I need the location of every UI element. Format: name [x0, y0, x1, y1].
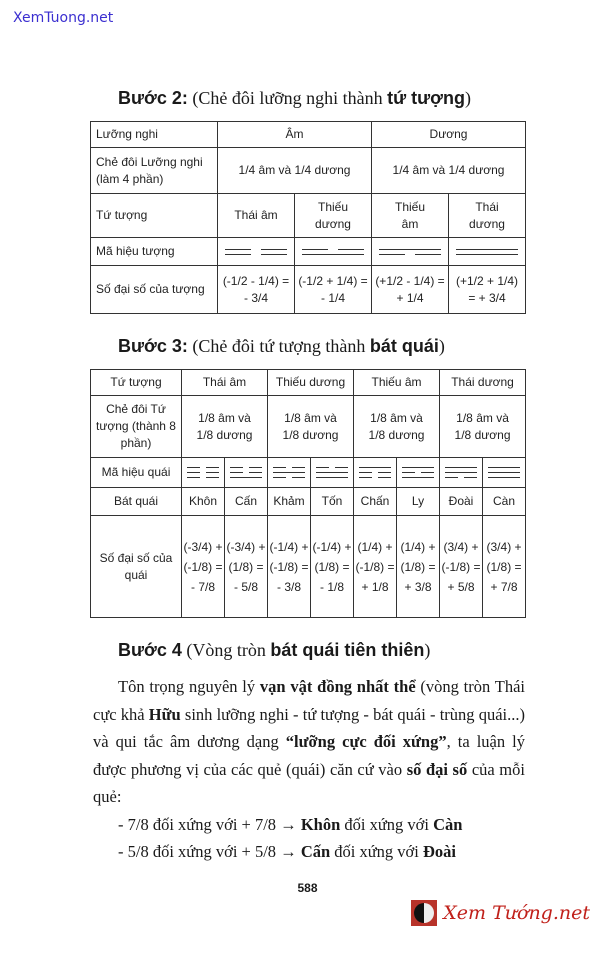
trigram-symbol-icon	[316, 463, 348, 482]
text-run: của mỗi quẻ:	[93, 759, 525, 806]
trigram-symbol-icon	[456, 245, 518, 259]
table-cell: (+1/2 - 1/4) = + 1/4	[372, 266, 449, 314]
table-cell: Thái âm	[182, 370, 268, 396]
table-row	[91, 266, 526, 314]
table-row	[91, 396, 526, 458]
trigram-name: Càn	[483, 488, 526, 516]
trigram-name: Đoài	[440, 488, 483, 516]
step4-heading	[118, 638, 525, 662]
text-run: Càn	[433, 814, 463, 834]
symbol-cell	[440, 458, 483, 488]
trigram-name: Chấn	[354, 488, 397, 516]
table-cell: 1/8 âm và 1/8 dương	[440, 396, 526, 458]
text-run: Khôn	[300, 814, 341, 834]
page-number: 588	[297, 880, 318, 895]
symbol-cell	[449, 238, 526, 266]
heading-text: )	[424, 640, 431, 660]
text-run: Đoài	[423, 842, 456, 861]
table-row	[91, 458, 526, 488]
table-cell: (1/4) + (1/8) = + 3/8	[397, 516, 440, 618]
body-text	[93, 673, 525, 866]
table-cell: (-1/4) + (1/8) = - 1/8	[311, 516, 354, 618]
text-run: Tôn trọng nguyên lý	[118, 677, 260, 696]
table-row	[91, 488, 526, 516]
trigram-symbol-icon	[230, 463, 262, 482]
step2-label: Bước 2:	[118, 88, 188, 108]
table-cell: (3/4) + (-1/8) = + 5/8	[440, 516, 483, 618]
table-cell: Thiếu âm	[372, 194, 449, 238]
symbol-cell	[354, 458, 397, 488]
row-header: Số đại số của quái	[91, 516, 182, 618]
table-row	[91, 238, 526, 266]
table-cell: Dương	[372, 122, 526, 148]
text-run: sinh lưỡng nghi - tứ tượng - bát quái - trùng quái...) và qui tắc âm dương dạng	[93, 704, 525, 751]
heading-bold: tứ tượng	[387, 88, 465, 108]
trigram-symbol-icon	[402, 463, 434, 482]
trigram-symbol-icon	[273, 463, 305, 482]
site-logo[interactable]	[90, 900, 590, 926]
heading-bold: bát quái	[369, 336, 439, 356]
trigram-symbol-icon	[302, 245, 364, 259]
table-cell: (-1/4) + (-1/8) = - 3/8	[268, 516, 311, 618]
text-run: , ta luận lý được phương vị của các quẻ (quái) căn cứ vào	[93, 732, 525, 779]
row-header: Tứ tượng	[91, 370, 182, 396]
symbol-cell	[311, 458, 354, 488]
row-header: Số đại số của tượng	[91, 266, 218, 314]
heading-text: (Vòng tròn	[181, 640, 271, 660]
trigram-symbol-icon	[225, 245, 287, 259]
row-header: Chẻ đôi Lưỡng nghi (làm 4 phần)	[91, 148, 218, 194]
table-cell: (-3/4) + (1/8) = - 5/8	[225, 516, 268, 618]
bat-quai-table	[90, 369, 526, 618]
symbol-cell	[295, 238, 372, 266]
table-row	[91, 370, 526, 396]
trigram-name: Ly	[397, 488, 440, 516]
row-header: Lưỡng nghi	[91, 122, 218, 148]
text-run: Hữu	[148, 704, 181, 724]
trigram-symbol-icon	[187, 463, 219, 482]
table-cell: 1/4 âm và 1/4 dương	[372, 148, 526, 194]
paragraph	[93, 673, 525, 811]
trigram-name: Khảm	[268, 488, 311, 516]
table-cell: Thái âm	[218, 194, 295, 238]
trigram-symbol-icon	[488, 463, 520, 482]
row-header: Mã hiệu quái	[91, 458, 182, 488]
symbol-cell	[225, 458, 268, 488]
row-header: Mã hiệu tượng	[91, 238, 218, 266]
row-header: Bát quái	[91, 488, 182, 516]
symbol-cell	[182, 458, 225, 488]
heading-text: )	[438, 336, 445, 356]
symbol-cell	[218, 238, 295, 266]
table-cell: Thiếu dương	[295, 194, 372, 238]
trigram-symbol-icon	[379, 245, 441, 259]
table-cell: (-3/4) + (-1/8) = - 7/8	[182, 516, 225, 618]
text-run: Cấn	[300, 842, 331, 861]
table-cell: (3/4) + (1/8) = + 7/8	[483, 516, 526, 618]
table-cell: 1/8 âm và 1/8 dương	[268, 396, 354, 458]
trigram-symbol-icon	[445, 463, 477, 482]
spacer	[90, 618, 525, 638]
table-cell: Âm	[218, 122, 372, 148]
table-cell: (+1/2 + 1/4) = + 3/4	[449, 266, 526, 314]
table-cell: Thái dương	[449, 194, 526, 238]
table-row	[91, 148, 526, 194]
text-run: - 5/8 đối xứng với + 5/8 →	[118, 842, 301, 861]
table-cell: Thiếu âm	[354, 370, 440, 396]
step3-label: Bước 3:	[118, 336, 188, 356]
table-cell: 1/8 âm và 1/8 dương	[354, 396, 440, 458]
yin-yang-icon	[411, 900, 437, 926]
text-run: “lưỡng cực đối xứng”	[285, 732, 447, 751]
table-row	[91, 516, 526, 618]
heading-text: )	[464, 88, 471, 108]
step2-heading	[118, 86, 525, 110]
row-header: Chẻ đôi Tứ tượng (thành 8 phần)	[91, 396, 182, 458]
trigram-symbol-icon	[359, 463, 391, 482]
step3-heading	[118, 334, 525, 358]
table-cell: 1/4 âm và 1/4 dương	[218, 148, 372, 194]
trigram-name: Cấn	[225, 488, 268, 516]
text-run: đối xứng với	[340, 814, 434, 834]
heading-bold: bát quái tiên thiên	[270, 640, 425, 660]
trigram-name: Khôn	[182, 488, 225, 516]
symbol-cell	[372, 238, 449, 266]
table-row	[91, 194, 526, 238]
paragraph	[93, 838, 525, 866]
table-row	[91, 122, 526, 148]
logo-text: Xem Tướng.net	[443, 901, 590, 924]
heading-text: (Chẻ đôi lưỡng nghi thành	[187, 88, 388, 108]
watermark-link[interactable]: XemTuong.net	[13, 10, 114, 26]
symbol-cell	[397, 458, 440, 488]
step4-label: Bước 4	[118, 640, 182, 660]
table-cell: (1/4) + (-1/8) = + 1/8	[354, 516, 397, 618]
paragraph	[93, 811, 525, 839]
row-header: Tứ tượng	[91, 194, 218, 238]
heading-text: (Chẻ đôi tứ tượng thành	[187, 336, 370, 356]
table-cell: (-1/2 - 1/4) = - 3/4	[218, 266, 295, 314]
table-cell: (-1/2 + 1/4) = - 1/4	[295, 266, 372, 314]
table-cell: Thái dương	[440, 370, 526, 396]
text-run: - 7/8 đối xứng với + 7/8 →	[118, 814, 301, 834]
trigram-name: Tốn	[311, 488, 354, 516]
text-run: (vòng tròn Thái cực khả	[93, 677, 525, 724]
symbol-cell	[268, 458, 311, 488]
text-run: đối xứng với	[330, 842, 423, 861]
symbol-cell	[483, 458, 526, 488]
text-run: vạn vật đồng nhất thể	[259, 677, 416, 696]
text-run: số đại số	[406, 759, 468, 779]
table-cell: 1/8 âm và 1/8 dương	[182, 396, 268, 458]
tu-tuong-table	[90, 121, 526, 314]
spacer	[90, 314, 525, 334]
table-cell: Thiếu dương	[268, 370, 354, 396]
